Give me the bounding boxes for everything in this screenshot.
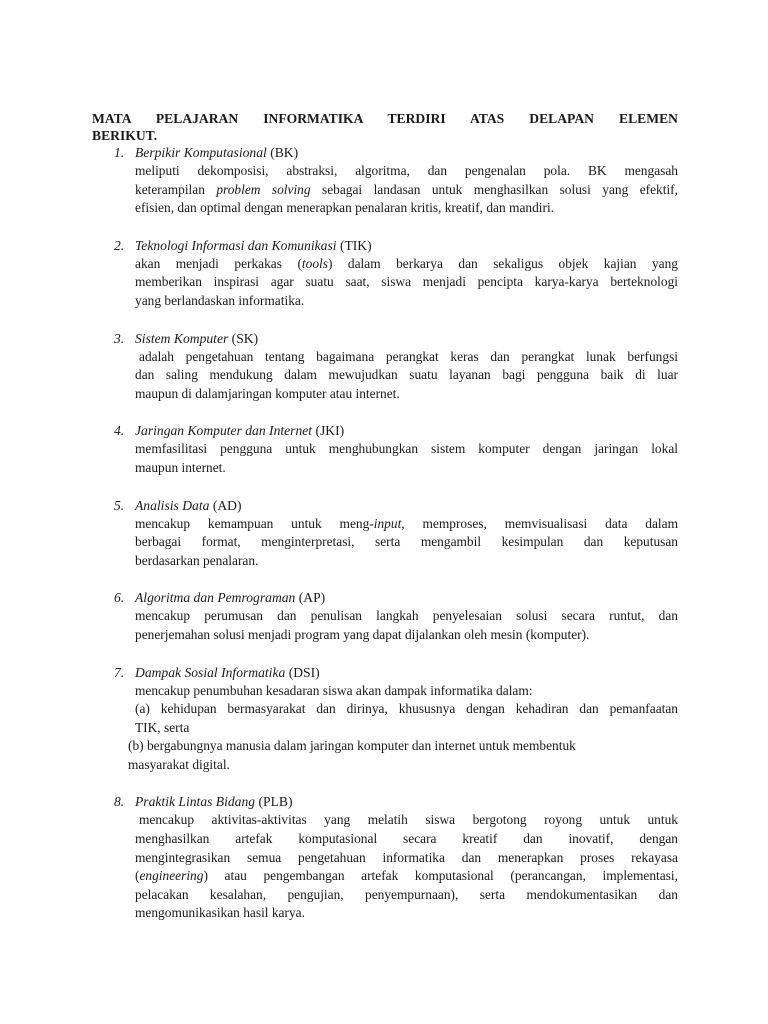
desc-line: (engineering) atau pengembangan artefak komputasional (perancangan, implementasi, xyxy=(135,868,678,884)
item-number: 1. xyxy=(114,145,125,160)
item-name: Praktik Lintas Bidang xyxy=(135,794,256,810)
item-name: Sistem Komputer xyxy=(135,330,229,346)
item-description xyxy=(92,162,678,218)
desc-line: adalah pengetahuan tentang bagaimana perangkat keras dan perangkat lunak berfungsi xyxy=(139,348,678,364)
item-description xyxy=(92,440,678,477)
desc-line: menghasilkan artefak komputasional secara kreatif dan inovatif, dengan xyxy=(135,831,678,847)
item-name: Berpikir Komputasional xyxy=(135,145,267,160)
list-item xyxy=(92,589,678,644)
desc-line: keterampilan problem solving sebagai landasan untuk menghasilkan solusi yang efektif, xyxy=(135,181,678,197)
item-number: 4. xyxy=(114,423,125,439)
desc-line: mencakup aktivitas-aktivitas yang melatih siswa bergotong royong untuk untuk xyxy=(139,812,678,828)
item-heading xyxy=(92,664,678,682)
item-description xyxy=(92,348,678,404)
item-abbr: (AD) xyxy=(212,497,242,513)
desc-line: mencakup kemampuan untuk meng-input, memproses, memvisualisasi data dalam xyxy=(135,515,678,531)
item-name: Dampak Sosial Informatika xyxy=(135,664,286,680)
item-sub-description xyxy=(92,737,678,774)
item-description xyxy=(92,607,678,644)
title-word: ATAS xyxy=(469,111,505,126)
item-number: 5. xyxy=(114,497,125,513)
desc-line: pelacakan kesalahan, pengujian, penyempurnaan), serta mendokumentasikan dan xyxy=(135,886,678,902)
item-name: Jaringan Komputer dan Internet xyxy=(135,423,313,439)
desc-line: akan menjadi perkakas (tools) dalam berkarya dan sekaligus objek kajian yang xyxy=(135,255,678,271)
item-number: 6. xyxy=(114,590,125,606)
item-number: 3. xyxy=(114,330,125,346)
desc-line: TIK, serta xyxy=(135,719,190,735)
item-abbr: (SK) xyxy=(231,330,259,346)
item-heading xyxy=(92,330,678,348)
list-item xyxy=(92,237,678,311)
item-abbr: (AP) xyxy=(298,590,326,606)
desc-line: maupun di dalamjaringan komputer atau internet. xyxy=(135,385,400,401)
item-description xyxy=(92,811,678,923)
item-abbr: (BK) xyxy=(270,145,299,160)
list-item xyxy=(92,497,678,571)
document-title xyxy=(92,110,678,127)
item-heading xyxy=(92,422,678,440)
list-item xyxy=(92,664,678,775)
item-abbr: (PLB) xyxy=(258,794,293,810)
item-name: Analisis Data xyxy=(135,497,210,513)
item-abbr: (TIK) xyxy=(339,237,372,253)
list-item xyxy=(92,144,678,218)
desc-line: meliputi dekomposisi, abstraksi, algoritma, dan pengenalan pola. BK mengasah xyxy=(135,163,678,178)
title-word: INFORMATIKA xyxy=(263,111,363,126)
item-number: 2. xyxy=(114,237,125,253)
desc-line: (a) kehidupan bermasyarakat dan dirinya, khususnya dengan kehadiran dan pemanfaatan xyxy=(135,701,678,717)
desc-line: berdasarkan penalaran. xyxy=(135,552,259,568)
desc-line: mencakup perumusan dan penulisan langkah penyelesaian solusi secara runtut, dan xyxy=(135,608,678,624)
desc-line: maupun internet. xyxy=(135,459,226,475)
desc-line: masyarakat digital. xyxy=(128,756,230,772)
title-word: MATA xyxy=(92,111,131,126)
item-abbr: (JKI) xyxy=(315,423,345,439)
item-description xyxy=(92,255,678,311)
item-abbr: (DSI) xyxy=(288,664,320,680)
desc-line: (b) bergabungnya manusia dalam jaringan komputer dan internet untuk membentuk xyxy=(128,738,576,754)
desc-line: yang berlandaskan informatika. xyxy=(135,292,305,308)
list-item xyxy=(92,330,678,404)
desc-line: memfasilitasi pengguna untuk menghubungkan sistem komputer dengan jaringan lokal xyxy=(135,441,678,457)
item-heading xyxy=(92,793,678,811)
item-name: Teknologi Informasi dan Komunikasi xyxy=(135,237,337,253)
item-description xyxy=(92,682,678,738)
item-description xyxy=(92,515,678,571)
document-title-line2: BERIKUT. xyxy=(92,128,158,143)
item-name: Algoritma dan Pemrograman xyxy=(135,590,296,606)
title-word: DELAPAN xyxy=(529,111,594,126)
item-heading xyxy=(92,497,678,515)
item-heading xyxy=(92,237,678,255)
desc-line: mengintegrasikan semua pengetahuan informatika dan menerapkan proses rekayasa xyxy=(135,849,678,865)
desc-line: dan saling mendukung dalam mewujudkan suatu layanan bagi pengguna baik di luar xyxy=(135,367,678,383)
desc-line: memberikan inspirasi agar suatu saat, siswa menjadi pencipta karya-karya berteknologi xyxy=(135,274,678,290)
list-item xyxy=(92,793,678,923)
desc-line: penerjemahan solusi menjadi program yang dapat dijalankan oleh mesin (komputer). xyxy=(135,626,590,642)
desc-line: efisien, dan optimal dengan menerapkan penalaran kritis, kreatif, dan mandiri. xyxy=(135,200,555,216)
item-heading xyxy=(92,589,678,607)
title-word: PELAJARAN xyxy=(155,111,239,126)
item-number: 8. xyxy=(114,794,125,810)
title-word: ELEMEN xyxy=(619,111,678,126)
item-heading xyxy=(92,144,678,162)
list-item xyxy=(92,422,678,477)
item-number: 7. xyxy=(114,664,125,680)
document-page xyxy=(92,110,678,923)
desc-line: berbagai format, menginterpretasi, serta mengambil kesimpulan dan keputusan xyxy=(135,534,678,550)
title-word: TERDIRI xyxy=(387,111,446,126)
desc-line: mengomunikasikan hasil karya. xyxy=(135,905,305,921)
desc-line: mencakup penumbuhan kesadaran siswa akan dampak informatika dalam: xyxy=(135,682,533,698)
